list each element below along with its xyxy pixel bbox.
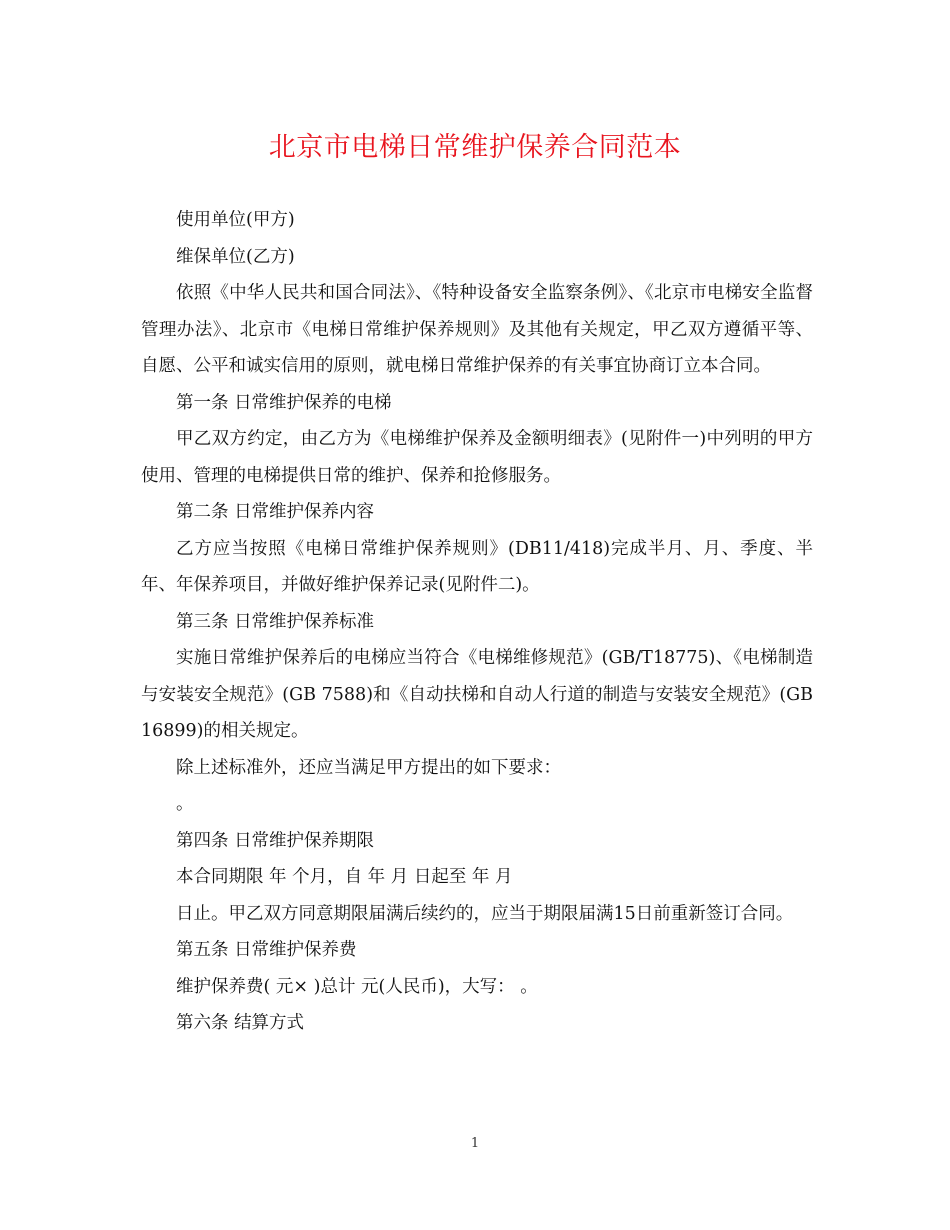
article-5-fee-line: 维护保养费( 元× )总计 元(人民币)，大写： 。 xyxy=(176,976,538,997)
article-5-heading: 第五条 日常维护保养费 xyxy=(176,940,357,960)
party-b-line: 维保单位(乙方) xyxy=(176,246,295,267)
article-3-paragraph: 实施日常维护保养后的电梯应当符合《电梯维修规范》(GB/T18775)、《电梯制造与安装安全规范》(GB 7588)和《自动扶梯和自动人行道的制造与安装安全规范》(GB 16899)的相关规定。 xyxy=(141,648,813,741)
page-number: 1 xyxy=(470,1136,480,1151)
party-a-line: 使用单位(甲方) xyxy=(176,210,295,230)
article-1-paragraph: 甲乙双方约定，由乙方为《电梯维护保养及金额明细表》(见附件一)中列明的甲方使用、管理的电梯提供日常的维护、保养和抢修服务。 xyxy=(141,429,813,486)
article-6-heading: 第六条 结算方式 xyxy=(176,1013,305,1033)
document-title: 北京市电梯日常维护保养合同范本 xyxy=(268,132,682,163)
article-3-extra-requirements: 除上述标准外，还应当满足甲方提出的如下要求： xyxy=(176,757,561,778)
article-3-requirements-blank: 。 xyxy=(176,794,194,814)
article-3-heading: 第三条 日常维护保养标准 xyxy=(176,611,375,632)
article-2-heading: 第二条 日常维护保养内容 xyxy=(176,502,375,522)
article-2-paragraph: 乙方应当按照《电梯日常维护保养规则》(DB11/418)完成半月、月、季度、半年、年保养项目，并做好维护保养记录(见附件二)。 xyxy=(141,538,813,595)
article-4-renewal-paragraph: 日止。甲乙双方同意期限届满后续约的，应当于期限届满15日前重新签订合同。 xyxy=(176,903,794,924)
preamble-paragraph: 依照《中华人民共和国合同法》、《特种设备安全监察条例》、《北京市电梯安全监督管理办法》、北京市《电梯日常维护保养规则》及其他有关规定，甲乙双方遵循平等、自愿、公平和诚实信用的原则，就电梯日常维护保养的有关事宜协商订立本合同。 xyxy=(141,283,813,376)
article-4-term-line: 本合同期限 年 个月，自 年 月 日起至 年 月 xyxy=(176,867,513,887)
document-body xyxy=(141,202,813,1042)
article-1-heading: 第一条 日常维护保养的电梯 xyxy=(176,392,392,413)
article-4-heading: 第四条 日常维护保养期限 xyxy=(176,830,375,851)
